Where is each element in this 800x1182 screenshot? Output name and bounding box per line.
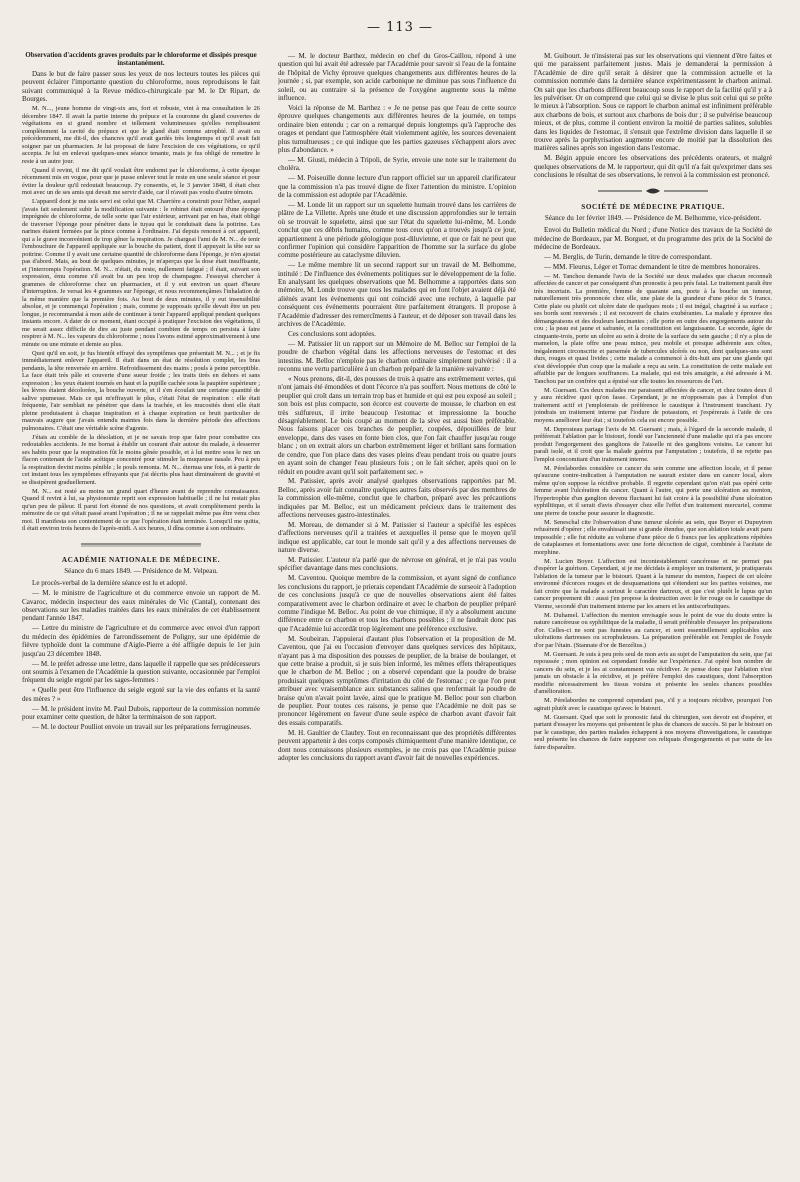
proceedings-paragraph: — M. le ministre de l'agriculture et du commerce envoie un rapport de M. Cavaroc, médecin inspecteur des eaux minérales de Vic (Cantal), contenant des observations sur les maladies traitées dans les eaux minérales de cet établissement pendant l'année 1847.	[22, 589, 260, 623]
section-divider-ornament	[534, 187, 772, 195]
proceedings-paragraph: M. Guersant. Ces deux malades me paraissent affectées de cancer, et chez toutes deux il y aura récidive quoi qu'on fasse. Cependant, je ne m'opposerais pas à l'emploi d'un traitement actif et j'emploierais de préférence le caustique à l'instrument tranchant. J'y joindrais un traitement interne par l'iodure de potassium, et j'espérerais à l'aide de ces moyens améliorer leur état ; si toutefois cela est encore possible.	[534, 386, 772, 424]
proceedings-paragraph: M. Duhamel. L'affection du menton envisagée sous le point de vue du doute entre la nature cancéreuse ou syphilitique de la maladie, il serait préférable d'essayer les préparations d'or. Celles-ci ne sont pas funestes au cancer, et sont essentiellement applicables aux ulcérations dartreuses ou scrophuleuses. La préparation préférable est l'emploi de l'oxyde d'or par l'étain. (Stannate d'or de Berzélius.)	[534, 611, 772, 649]
proceedings-paragraph: — M. Poiseuille donne lecture d'un rapport officiel sur un appareil clarificateur que la commission n'a pas trouvé digne de fixer l'attention du ministre. L'opinion de la commission est adoptée par l'Académie.	[278, 174, 516, 199]
proceedings-paragraph: M. Caventou. Quoique membre de la commission, et ayant signé de confiance les conclusions du rapport, je prierais cependant l'Académie de surseoir à l'adoption de ces conclusions jusqu'à ce que de nouvelles observations aient été faites comparativement avec le charbon ordinaire et avec le charbon de peuplier préparé comme l'indique M. Belloc. Au point de vue chimique, il n'y a absolument aucune différence entre ce charbon et tous les charbons possibles ; il ne faudrait donc pas que l'Académie lui accordât trop légèrement une préférence exclusive.	[278, 574, 516, 633]
proceedings-paragraph: M. Deprosteau partage l'avis de M. Guersant ; mais, à l'égard de la seconde malade, il préférerait l'ablation par le bistouri, fondé sur l'ancienneté d'une maladie qui n'a pas encore produit l'engorgement des ganglions de l'aisselle ni des ganglions voisins. Le cancer lui paraît isolé, et il croit que la malade guérira par l'amputation ; toutefois, il ne rejette pas l'emploi concomitant d'un traitement interne.	[534, 425, 772, 463]
section-divider-ornament	[22, 540, 260, 548]
observation-paragraph: L'appareil dont je me suis servi est celui que M. Charrière a construit pour l'éther, auquel j'avais fait seulement subir la modification suivante : le robinet était entouré d'une éponge imprégnée de chloroforme, de telle sorte que l'air extérieur, arrivant par en bas, était obligé de traverser l'éponge pour pénétrer dans le tuyau qui le conduisait dans la poitrine. Les narines étaient fermées par la pince comme à l'ordinaire. J'ai depuis renoncé à cet appareil, qui a le grave inconvénient de trop gêner la respiration. Je chargeai l'ami de M. N... de tenir l'embouchure de l'appareil appliquée sur la bouche du patient, dont il appuyait la tête sur sa poitrine. Comme il y avait une certaine quantité de chloroforme dans l'éponge, je n'en ajoutai pas d'abord. Mais, au bout de quelques minutes, je m'aperçus que la dose était insuffisante, et j'interrompis l'opération. M. N... n'était, du reste, nullement fatigué ; il était, suivant son expression, ému comme s'il avait bu un peu trop de champagne. J'essuyai chercher à grammes de chloroforme chez un pharmacien, et il y eut environ un quart d'heure d'interruption. Je versai les 4 grammes sur l'éponge, et nous recommençâmes l'inhalation de la même manière que la première fois. Au bout de deux minutes, il y eut insensibilité absolue, et je commençai l'opération ; mais, comme je supposais qu'elle devait être un peu longue, je recommandai à mon aide de continuer à tenir l'appareil appliqué pendant quelques instants encore. A dater de ce moment, étant occupé à pratiquer l'excision des végétations, il me serait assez difficile de dire au juste pendant combien de temps on persista à faire respirer à M. N... les vapeurs du chloroforme ; nous l'avons estimé approximativement à une minute ou une minute et demie au plus.	[22, 198, 260, 348]
proceedings-paragraph: M. Bégin appuie encore les observations des précédents orateurs, et malgré quelques observations de M. le rapporteur, qui dit qu'il n'a fait qu'exprimer dans ses conclusions le résultat de ses observations, le renvoi à la commission est prononcé.	[534, 154, 772, 180]
proceedings-paragraph: — M. le docteur Poulliot envoie un travail sur les préparations ferrugineuses.	[32, 722, 252, 731]
proceedings-paragraph: Ces conclusions sont adoptées.	[288, 330, 376, 338]
article-title: Observation d'accidents graves produits par le chloroforme et dissipés presque instantanément.	[25, 52, 257, 68]
proceedings-paragraph: — M. Tanchou demande l'avis de la Société sur deux malades que chacun reconnaît affectées de cancer et par conséquent d'un pronostic à peu près fatal. Le traitement paraît être très incertain. La première, femme de quarante ans, porte à la bouche un tumeur, naturellement très prononcée chez elle, une plaie de la grandeur d'une pièce de 5 francs. Cette plaie ou plutôt cet ulcère date de quelques mois ; il est inégal, chagriné à sa surface ; ses bords sont renversés ; il est recouvert de chairs exubérantes. La malade y éprouve des démangeaisons et des douleurs lancinantes ; elle porte en outre des engorgements autour du cou ; la peau est jaune et safranée, et la constitution est languissante. Le seconde, âgée de cinquante-trois, porte un ulcère au sein à droite de la surface du sein gauche ; il n'y a plus de mamelon, la plaie offre une peau mince, peu mobile et presque adhérente aux côtes, inégalement circonscrite et parsemée de tubercules ulcérés ou non, dont quelques-uns sont durs, rouges et quasi livides ; cette malade a commencé à dix-huit ans par une glande qui s'est développée d'un coup que la malade a reçu au sein. La constitution de cette malade est affaiblie par de longues souffrances. La malade, qui est très amaigrie, a été adressée à M. Tanchou par un confrère qui a épuisé sur elle toutes les ressources de l'art.	[534, 272, 772, 385]
proceedings-paragraph: M. Patissier, après avoir analysé quelques observations rapportées par M. Belloc, après avoir fait connaître quelques autres faits observés par des membres de la commission elle-même, conclut que le charbon, préparé avec les précautions indiquées par M. Belloc, est un médicament précieux dans le traitement des affections nerveuses gastro-intestinales.	[278, 477, 516, 520]
proceedings-paragraph: — M. le docteur Barthez, médecin en chef du Gros-Caillou, répond à une question qui lui avait été adressée par l'Académie pour savoir si l'eau de la fontaine de l'hôpital de Vichy éprouve quelques changements aux différentes heures de la journée ; si, par exemple, son acide carbonique ne diminue pas sous l'influence du soleil, ou au contraire si la présence de l'oxygène augmente sous la même influence.	[278, 52, 516, 103]
observation-paragraph: M. N..., jeune homme de vingt-six ans, fort et robuste, vint à ma consultation le 26 décembre 1847. Il avait la partie interne du prépuce et la couronne du gland couvertes de végétations en si grand nombre et tellement volumineuses qu'elles remplissaient complètement la cavité du prépuce et que le gland était comme atrophié. Il avait eu précédemment, me dit-il, des chancres qu'il avait gardés très longtemps et qu'il avait fait soigner par un pharmacien. Je lui proposai de faire l'excision de ces végétations, ce qu'il accepta. Je lui en enlevai quelques-unes séance tenante, mais je fus obligé de remettre le reste à un autre jour.	[22, 105, 260, 165]
proceedings-paragraph: M. Guersant. Je suis à peu près seul de mon avis au sujet de l'amputation du sein, que j'ai repoussée ; mon opinion est cependant fondée sur l'expérience. J'ai opéré bon nombre de cancers du sein, et je les ai constamment vus récidiver. Je pense donc que l'ablation n'est jamais un obstacle à la récidive, et je préfère l'emploi des caustiques, dont l'absorption modifie nécessairement les tissus voisins et présente les seules chances possibles d'amélioration.	[534, 650, 772, 696]
proceedings-paragraph: M. Soubeiran. J'appuierai d'autant plus l'observation et la proposition de M. Caventou, que j'ai eu l'occasion d'envoyer dans quelques services des hôpitaux, n'ayant pas à ma disposition des pousses de peuplier, de la braise de boulanger, et que cette braise a produit, si je suis bien informé, les mêmes effets thérapeutiques que le charbon de M. Belloc ; on a observé cependant que la poudre de braise produisait quelques symptômes d'irritation du côté de l'estomac ; ce que l'on peut attribuer avec vraisemblance aux substances salines que renfermait la poudre de braise qu'on n'avait point lavée, ainsi que le pratique M. Belloc pour son charbon de peuplier. Pour toutes ces raisons, je pense que l'Académie ne doit pas se prononcer légèrement en faveur d'une seule espèce de charbon avant d'avoir fait des essais comparatifs.	[278, 634, 516, 727]
proceedings-paragraph: — M. Giusti, médecin à Tripoli, de Syrie, envoie une note sur le traitement du choléra.	[278, 155, 516, 173]
proceedings-paragraph: M. Guersant. Quel que soit le pronostic fatal du chirurgien, son devoir est d'espérer, et partant d'essayer les moyens qui présentent le plus de chances de succès. Si par le bistouri on par le caustique, des parties malades échappent à nos moyens d'investigations, le caustique seul présente les chances de faire suppurer ces reliquats d'engorgements et par suite de les faire disparaître.	[534, 713, 772, 751]
column-left	[22, 52, 260, 1174]
section-title-academie: ACADÉMIE NATIONALE DE MÉDECINE.	[61, 555, 221, 564]
proceedings-paragraph: — M. Londe lit un rapport sur un squelette humain trouvé dans les carrières de plâtre de La Villette. Après une étude et une discussion approfondies sur le terrain où se trouvait le squelette, ainsi que sur l'état du squelette lui-même, M. Londe conclut que ces débris humains, comme tous ceux qu'on a trouvés jusqu'à ce jour, appartiennent à une période géologique post-diluvienne, et que ce fait ne peut que confirmer l'opinion qui considère l'apparition de l'homme sur la surface du globe comme postérieure au cataclysme diluvien.	[278, 200, 516, 260]
observation-paragraph: M. N... est resté au moins un grand quart d'heure avant de reprendre connaissance. Quand il revint à lui, sa physionomie reprit son expression habituelle ; il ne lui restait plus qu'un peu de pâleur. Il parut fort étonné de nos questions, et avait complètement perdu la mémoire de ce qui s'était passé avant l'opération ; il ne se rappelait même pas être venu chez moi. Il manifesta son contentement de ce que l'opération était terminée. Lorsqu'il me quitta, il était environ trois heures de l'après-midi. A six heures, il dîna comme à son ordinaire.	[22, 487, 260, 533]
proceedings-paragraph: — Le même membre lit un second rapport sur un travail de M. Belhomme, intitulé : De l'influence des événements politiques sur le développement de la folie. En analysant les quelques observations que M. Belhomme a rapportées dans son mémoire, M. Londe trouve que tous les malades qui en font l'objet avaient déjà été aliénés avant les événements qui ont coïncidé avec une rechute, à laquelle par conséquent ces événements pourraient être parfaitement étrangers. Il propose à l'Académie d'adresser des remercîments à l'auteur, et de déposer son travail dans les archives de l'Académie.	[278, 261, 516, 329]
proceedings-paragraph: M. Lucien Boyer. L'affection est incontestablement cancéreuse et ne permet pas d'espérer la guérison. Cependant, si je me décidais à employer un traitement, je pratiquerais l'ablation de la tumeur par le bistouri. Quant à la tumeur du menton, l'aspect de cet ulcère environné d'écorces rouges et de desquamations qui s'étendent sur les parties voisines, me fait croire que la malade a surtout le caractère dartreux, et que c'est plutôt le lupus qu'un cancer proprement dit : aussi j'en propose la destruction avec le fer rouge ou le caustique de Vienne, secondé d'un traitement interne par les amers et les antiscorbutiques.	[534, 557, 772, 610]
proceedings-paragraph: « Nous prenons, dit-il, des pousses de trois à quatre ans extrêmement vertes, qui n'ont jamais été émondées et dont l'écorce n'a pas souffert. Nous mettons de côté le peuplier qui croît dans un terrain trop bas et humide et qui est peu exposé au soleil ; son bois est plus compacte, son écorce est couverte de mousse, le charbon en est très sulfureux, il irrite beaucoup l'estomac et impressionne la bouche désagréablement. Le bois coupé au moment de la sève est aussi bien préférable. Nous faisons placer ces branches de peuplier, coupées, dépouillées de leur enveloppe, dans des vases en fonte bien clos, que l'on fait chauffer jusqu'au rouge blanc ; on en extrait alors un charbon extrêmement léger et brillant sans formation de cendre, que l'on place dans des vases pleins d'eau pendant trois ou quatre jours en ayant soin de changer l'eau plusieurs fois ; on le fait sécher, après quoi on le réduit en poudre avant qu'il soit parfaitement sec. »	[278, 375, 516, 476]
observation-paragraph: J'étais au comble de la désolation, et je ne savais trop que faire pour combattre ces redoutables accidents. Je me bornai à établir un courant d'air autour du malade, à desserrer ses habits pour que la respiration fût le moins gênée possible, et à lui mettre sous le nez un flacon contenant de l'acide acétique concentré pour stimuler la muqueuse nasale. Peu à peu la respiration devint moins pénible ; le pouls remonta. M. N... éternua une fois, et à partir de cet instant tous les symptômes effrayants que j'ai décrits plus haut diminuèrent de gravité et se dissipèrent graduellement.	[22, 433, 260, 486]
session-line: Séance du 1er février 1849. — Présidence de M. Belhomme, vice-président.	[544, 214, 762, 222]
proceedings-paragraph: — Lettre du ministre de l'agriculture et du commerce avec envoi d'un rapport du médecin des épidémies de l'arrondissement de Poligny, sur une épidémie de fièvre typhoïde dont la commune d'Aigle-Pierre a été affligée depuis le 1er juin jusqu'au 23 décembre 1848.	[22, 624, 260, 658]
proceedings-paragraph: Voici la réponse de M. Barthez : « Je ne pense pas que l'eau de cette source éprouve quelques changements aux différentes heures de la journée, en temps ordinaire bien entendu ; car on a remarqué depuis longtemps qu'à l'approche des orages et pendant que l'atmosphère était violemment agitée, les sources devenaient plus tumultueuses ; ce qui indique que les parties gazeuses s'échappent alors avec plus d'abondance. »	[278, 103, 516, 154]
article-intro: Dans le but de faire passer sous les yeux de nos lecteurs toutes les pièces qui peuvent éclairer l'importante question du chloroforme, nous reproduisons le fait suivant communiqué à la Revue médico-chirurgicale par M. le Dr Ripart, de Bourges.	[22, 69, 260, 104]
proceedings-paragraph: — MM. Fleurus, Léger et Torrac demandent le titre de membres honoraires.	[544, 263, 761, 272]
proceedings-paragraph: — M. le préfet adresse une lettre, dans laquelle il rappelle que ses prédécesseurs ont soumis à l'examen de l'Académie la question suivante, occasionnée par l'emploi fréquent du seigle ergoté par les sages-femmes :	[22, 659, 260, 685]
proceedings-paragraph: M. Guibourt. Je n'insisterai pas sur les observations qui viennent d'être faites et qui me paraissent parfaitement justes. Mais je demanderai la permission à l'Académie de dire qu'il serait à désirer que la commission actuelle et la commission nommée dans la dernière séance expérimentassent le charbon animal. On sait que les charbons diffèrent beaucoup sous le rapport de la facilité qu'il y a à les pulvériser. Or on comprend que celui qui se divise le plus soit celui qui se prête le mieux à l'absorption. Sous ce rapport le charbon animal est infiniment préférable aux charbons de bois, et surtout aux charbons de bois dur ; il se pulvérise beaucoup mieux, et de plus, comme il contient environ la moitié de parties salines, solubles dans les liquides de l'estomac, il s'ensuit que l'extrême division dans laquelle il se trouve après la porphyrisation augmente encore de moitié par la dissolution des matières salines après son ingestion dans l'estomac.	[534, 52, 772, 153]
proceedings-paragraph: M. Seneschal cite l'observation d'une tumeur ulcérée au sein, que Boyer et Dupuytren refusèrent d'opérer ; elle envahissait une si grande étendue, que son ablation totale avait paru impossible ; elle fut réduite au volume d'une pièce de 6 francs par les applications répétées de cataplasmes et fomentations avec une forte décoction de ciguë, combinée à l'acétate de morphine.	[534, 518, 772, 556]
observation-paragraph: Quand il revint, il me dit qu'il voulait être endormi par le chloroforme, à cette époque récemment mis en vogue, pour que je pusse enlever tout le reste en une seule séance et pour éviter la douleur qu'il redoutait beaucoup. J'y consentis, et, le 3 janvier 1848, il était chez moi avec un de ses amis qui devait me servir d'aide, car il n'avait pas voulu d'autre témoin.	[22, 166, 260, 197]
proceedings-paragraph: M. Moreau, de demander si à M. Patissier si l'auteur a spécifié les espèces d'affections nerveuses qu'il a traitées et auxquelles il pense que le moyen qu'il indique est applicable, car tout le monde sait qu'il y a des affections nerveuses de nature diverse.	[278, 520, 516, 555]
proceedings-paragraph: « Quelle peut être l'influence du seigle ergoté sur la vie des enfants et la santé des mères ? »	[22, 686, 260, 703]
page-number: — 113 —	[366, 20, 434, 35]
proceedings-paragraph: Le procès-verbal de la dernière séance est lu et adopté.	[32, 579, 188, 588]
proceedings-paragraph: Envoi du Bulletin médical du Nord ; d'une Notice des travaux de la Société de médecine de Bordeaux, par M. Borguet, et du programme des prix de la Société de médecine de Bordeaux.	[534, 226, 772, 252]
observation-paragraph: Quoi qu'il en soit, je fus bientôt effrayé des symptômes que présentait M. N... ; et je fis immédiatement enlever l'appareil. Il était dans un état de résolution complet, les bras pendants, la tête renversée en arrière. Refroidissement des mains ; pouls à peine perceptible. La face était très pâle et couverte d'une sueur froide ; les traits tirés en dehors et sans expression ; les yeux étaient tournés en haut et la pupille cachée sous la paupière supérieure ; les lèvres étaient décolorées, la bouche ouverte, et il s'en écoulait une certaine quantité de salive spumeuse. Mais ce qui m'effrayait le plus, c'était l'état de respiration : elle était fréquente, l'air semblait ne pénétrer que dans la trachée, et les mucosités dont elle était pleine produisaient à chaque inspiration et à chaque expiration ce bruit particulier de mauvais augure que j'avais entendu maintes fois dans la dernière période des affections pulmonaires. C'était une véritable scène d'agonie.	[22, 349, 260, 432]
section-title-societe: SOCIÉTÉ DE MÉDECINE PRATIQUE.	[581, 202, 725, 211]
session-line: Séance du 6 mars 1849. — Présidence de M. Velpeau.	[64, 566, 218, 575]
proceedings-paragraph: M. Pérelabordes ne comprend cependant pas, s'il y a toujours récidive, pourquoi l'on agirait plutôt avec le caustique qu'avec le bistouri.	[534, 697, 772, 712]
column-right	[534, 52, 772, 1174]
column-middle	[278, 52, 516, 1174]
proceedings-paragraph: M. H. Gaultier de Claubry. Tout en reconnaissant que des propriétés différentes peuvent appartenir à des corps composés chimiquement d'une manière identique, ce dont nous connaissons plusieurs exemples, je ne crois pas que l'Académie puisse adopter les conclusions du rapport avant d'avoir fait de nouvelles expériences.	[278, 728, 516, 762]
proceedings-paragraph: — M. Patissier lit un rapport sur un Mémoire de M. Belloc sur l'emploi de la poudre de charbon végétal dans les affections nerveuses de l'estomac et des intestins. M. Belloc n'emploie pas le charbon ordinaire simplement pulvérisé : il a reconnu une vertu particulière à un charbon préparé de la manière suivante :	[278, 339, 516, 374]
proceedings-paragraph: — M. le président invite M. Paul Dubois, rapporteur de la commission nommée pour examiner cette question, de hâter la terminaison de son rapport.	[22, 704, 260, 721]
proceedings-paragraph: — M. Berglis, de Turin, demande le titre de correspondant.	[544, 253, 712, 262]
proceedings-paragraph: M. Pérelabordes considère ce cancer du sein comme une affection locale, et il pense qu'aucune contre-indication à l'amputation ne saurait exister dans un cancer local, alors même qu'on suppose la récidive probable. Il regrette cependant qu'on n'ait pas opéré cette femme avant l'ulcération du cancer. Quant à l'autre, qui porte une ulcération au menton, l'hypertrophie d'un ganglion devenu fluctuant lui fait croire à la possibilité d'une ulcération syphilitique, et il serait d'avis d'essayer chez elle l'effet d'un traitement mercuriel, comme une pierre de touche pour assurer le diagnostic.	[534, 464, 772, 517]
proceedings-paragraph: M. Patissier. L'auteur n'a parlé que de névrose en général, et je n'ai pas voulu spécifier davantage dans mes conclusions.	[278, 556, 516, 573]
